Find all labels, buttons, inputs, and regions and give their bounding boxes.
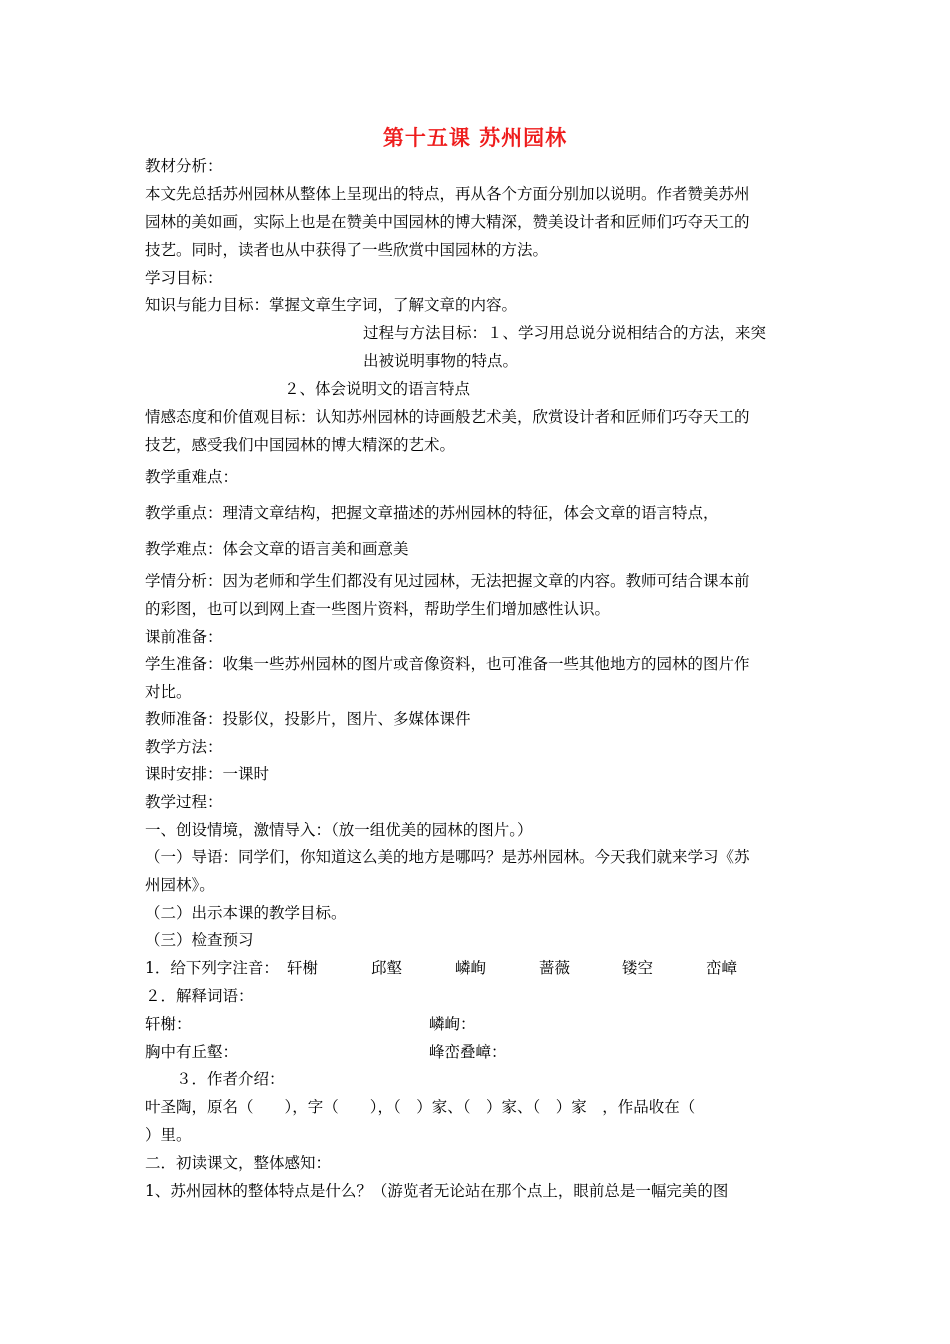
vocab-term: 嶙峋： [429,1015,476,1033]
lesson-title: 第十五课 苏州园林 [382,126,568,150]
paragraph-line: 教学重点：理清文章结构，把握文章描述的苏州园林的特征，体会文章的语言特点， [145,504,719,522]
paragraph-line: 过程与方法目标：１、学习用总说分说相结合的方法，来突 [363,324,767,342]
paragraph-line: 对比。 [145,683,192,701]
paragraph-line: 课时安排：一课时 [145,765,270,783]
pinyin-word: 嶙峋 [455,959,487,977]
paragraph-line: ２、体会说明文的语言特点 [284,380,471,398]
vocab-term: 胸中有丘壑： [145,1043,239,1061]
paragraph-line: 技艺。同时，读者也从中获得了一些欣赏中国园林的方法。 [145,241,549,259]
section-heading: 学习目标： [145,269,223,287]
paragraph-line: 教师准备：投影仪，投影片，图片、多媒体课件 [145,710,471,728]
pinyin-word: 轩榭 [287,959,319,977]
pinyin-word: 峦嶂 [706,959,738,977]
pinyin-word: 蔷薇 [539,959,571,977]
pinyin-word: 邱壑 [371,959,403,977]
section-heading: 教学重难点： [145,468,239,486]
paragraph-line: （二）出示本课的教学目标。 [145,904,347,922]
paragraph-line: 叶圣陶，原名（ ），字（ ），（ ）家、（ ）家、（ ）家 ，作品收在（ [145,1098,696,1116]
paragraph-line: （一）导语：同学们，你知道这么美的地方是哪吗？是苏州园林。今天我们就来学习《苏 [145,848,750,866]
paragraph-line: 知识与能力目标：掌握文章生字词，了解文章的内容。 [145,296,518,314]
paragraph-line: ３．作者介绍： [176,1070,285,1088]
paragraph-line: 州园林》。 [145,876,215,894]
paragraph-line: （三）检查预习 [145,931,254,949]
paragraph-line: 教学难点：体会文章的语言美和画意美 [145,540,409,558]
paragraph-line: 园林的美如画，实际上也是在赞美中国园林的博大精深，赞美设计者和匠师们巧夺天工的 [145,213,750,231]
paragraph-line: 技艺，感受我们中国园林的博大精深的艺术。 [145,436,456,454]
section-heading: 二．初读课文，整体感知： [145,1154,332,1172]
paragraph-line: 学生准备：收集一些苏州园林的图片或音像资料，也可准备一些其他地方的园林的图片作 [145,655,750,673]
vocab-term: 峰峦叠嶂： [429,1043,507,1061]
paragraph-line: 情感态度和价值观目标：认知苏州园林的诗画般艺术美，欣赏设计者和匠师们巧夺天工的 [145,408,750,426]
paragraph-line: 出被说明事物的特点。 [363,352,519,370]
paragraph-line: ２．解释词语： [145,987,254,1005]
paragraph-line: ）里。 [145,1126,192,1144]
paragraph-line: 学情分析：因为老师和学生们都没有见过园林，无法把握文章的内容。教师可结合课本前 [145,572,750,590]
section-heading: 教学过程： [145,793,223,811]
paragraph-line: 1、苏州园林的整体特点是什么？（游览者无论站在那个点上，眼前总是一幅完美的图 [145,1182,729,1200]
pinyin-row [145,958,279,978]
section-heading: 课前准备： [145,628,223,646]
section-heading: 教材分析： [145,157,223,175]
section-heading: 教学方法： [145,738,223,756]
pinyin-label: 1．给下列字注音： [145,959,279,977]
paragraph-line: 一、创设情境，激情导入：（放一组优美的园林的图片。） [145,821,533,839]
vocab-term: 轩榭： [145,1015,192,1033]
paragraph-line: 本文先总括苏州园林从整体上呈现出的特点，再从各个方面分别加以说明。作者赞美苏州 [145,185,750,203]
pinyin-word: 镂空 [622,959,654,977]
paragraph-line: 的彩图，也可以到网上查一些图片资料，帮助学生们增加感性认识。 [145,600,611,618]
